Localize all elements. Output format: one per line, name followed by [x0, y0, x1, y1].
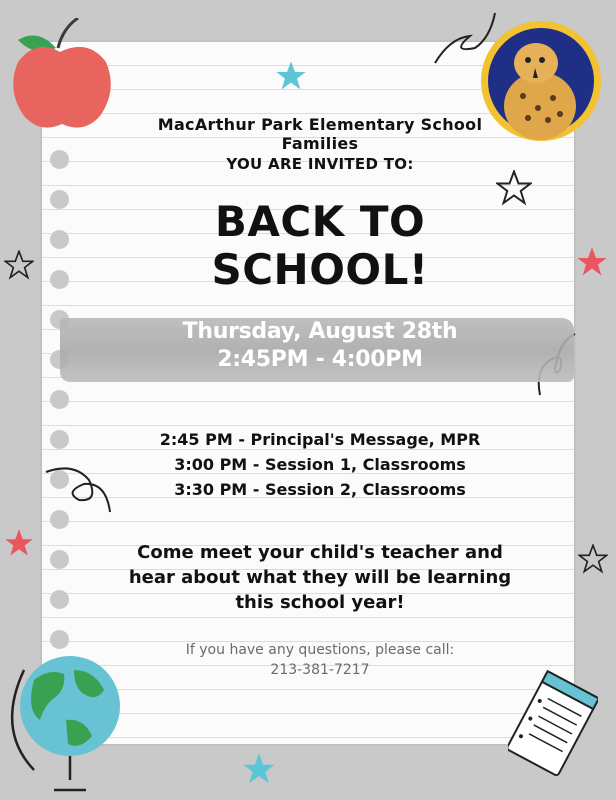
- event-datetime: [100, 318, 540, 374]
- schedule-item: 3:00 PM - Session 1, Classrooms: [174, 455, 466, 474]
- schedule-item: 3:30 PM - Session 2, Classrooms: [174, 480, 466, 499]
- star-teal-icon: [242, 752, 276, 786]
- schedule-item: 2:45 PM - Principal's Message, MPR: [159, 430, 481, 449]
- school-name: MacArthur Park Elementary School: [157, 115, 483, 134]
- binder-hole: [50, 390, 69, 409]
- invite-message: [100, 540, 540, 615]
- questions-text: If you have any questions, please call:: [185, 642, 455, 658]
- contact-block: [100, 640, 540, 680]
- invite-line: Come meet your child's teacher and: [137, 542, 503, 563]
- binder-hole: [50, 270, 69, 289]
- headline: [100, 198, 540, 294]
- star-red-icon: [576, 246, 608, 278]
- event-date: Thursday, August 28th: [182, 319, 458, 344]
- families-label: Families: [281, 134, 359, 153]
- star-outline-icon: [578, 544, 608, 574]
- star-teal-icon: [274, 60, 308, 92]
- invite-line: hear about what they will be learning: [128, 567, 512, 588]
- school-name-block: [100, 115, 540, 153]
- binder-hole: [50, 430, 69, 449]
- binder-hole: [50, 230, 69, 249]
- headline-line-1: BACK TO: [214, 197, 426, 246]
- invited-heading: YOU ARE INVITED TO:: [226, 155, 414, 173]
- notebook-icon: [508, 670, 598, 780]
- schedule-list: [100, 427, 540, 502]
- binder-hole: [50, 550, 69, 569]
- binder-hole: [50, 150, 69, 169]
- headline-line-2: SCHOOL!: [211, 245, 429, 294]
- event-time: 2:45PM - 4:00PM: [217, 347, 423, 372]
- star-red-icon: [4, 528, 34, 558]
- binder-hole: [50, 590, 69, 609]
- phone-number[interactable]: 213-381-7217: [270, 662, 370, 678]
- star-outline-icon: [4, 250, 34, 280]
- invite-line: this school year!: [235, 592, 405, 613]
- binder-hole: [50, 190, 69, 209]
- squiggle-decoration: [430, 8, 500, 68]
